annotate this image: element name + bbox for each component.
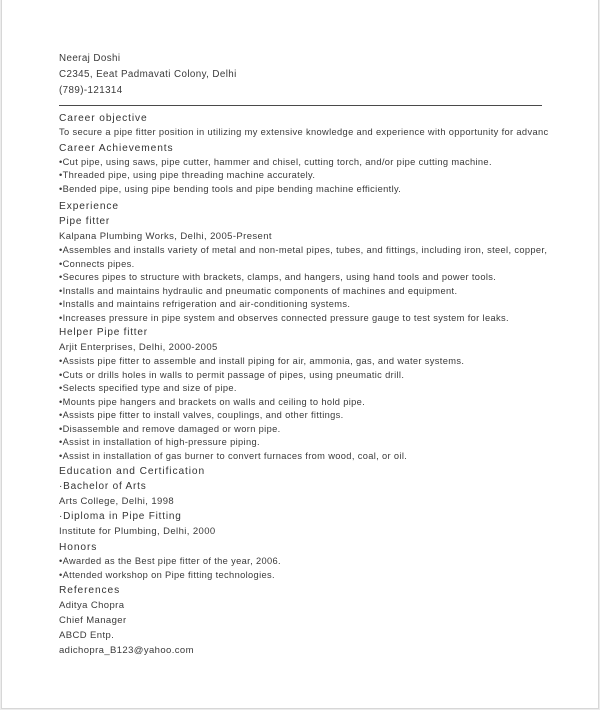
- job-duty-item: •Secures pipes to structure with brackets, clamps, and hangers, using hand tools and power tools.: [59, 272, 497, 282]
- job-title: Helper Pipe fitter: [59, 327, 148, 338]
- job-duty-item: •Installs and maintains refrigeration and air-conditioning systems.: [59, 299, 351, 309]
- job-duty-item: •Mounts pipe hangers and brackets on walls and ceiling to hold pipe.: [59, 396, 366, 407]
- job-duty-item: •Assists pipe fitter to assemble and install piping for air, ammonia, gas, and water systems.: [59, 356, 465, 366]
- resume-content: [59, 51, 599, 658]
- reference-email: adichopra_B123@yahoo.com: [59, 645, 194, 656]
- career-achievements-heading: Career Achievements: [59, 142, 174, 154]
- honor-item: •Attended workshop on Pipe fitting technologies.: [59, 569, 275, 580]
- achievement-item: •Threaded pipe, using pipe threading machine accurately.: [59, 170, 316, 180]
- job-duty-item: •Installs and maintains hydraulic and pneumatic components of machines and equipment.: [59, 285, 458, 296]
- education-heading: Education and Certification: [59, 466, 206, 477]
- job-duty-item: •Assist in installation of gas burner to convert furnaces from wood, coal, or oil.: [59, 450, 408, 461]
- resume-page: [1, 0, 599, 709]
- job-duty-item: •Increases pressure in pipe system and observes connected pressure gauge to test system for leaks.: [59, 312, 509, 323]
- job-duty-item: •Connects pipes.: [59, 258, 135, 269]
- education-degree: ·Diploma in Pipe Fitting: [59, 511, 182, 522]
- honor-item: •Awarded as the Best pipe fitter of the year, 2006.: [59, 556, 281, 566]
- experience-heading: Experience: [59, 201, 119, 212]
- education-institution: Arts College, Delhi, 1998: [59, 496, 175, 507]
- achievement-item: •Bended pipe, using pipe bending tools and pipe bending machine efficiently.: [59, 183, 402, 194]
- references-heading: References: [59, 585, 121, 596]
- reference-line: Chief Manager: [59, 615, 127, 626]
- education-institution: Institute for Plumbing, Delhi, 2000: [59, 526, 216, 537]
- contact-name: Neeraj Doshi: [59, 53, 121, 64]
- job-duty-item: •Cuts or drills holes in walls to permit passage of pipes, using pneumatic drill.: [59, 369, 405, 380]
- career-objective-text: To secure a pipe fitter position in utilizing my extensive knowledge and experience with opportunity for advanc: [59, 127, 549, 137]
- job-title: Pipe fitter: [59, 216, 111, 227]
- career-objective-heading: Career objective: [59, 113, 148, 124]
- divider-line: [59, 105, 542, 106]
- education-degree: ·Bachelor of Arts: [59, 481, 147, 492]
- honors-heading: Honors: [59, 542, 98, 553]
- contact-block: [59, 51, 599, 99]
- contact-phone: (789)-121314: [59, 85, 123, 96]
- job-company: Arjit Enterprises, Delhi, 2000-2005: [59, 342, 218, 353]
- job-duty-item: •Assembles and installs variety of metal and non-metal pipes, tubes, and fittings, including iron, steel, copper,: [59, 245, 548, 255]
- job-company: Kalpana Plumbing Works, Delhi, 2005-Present: [59, 231, 272, 242]
- achievement-item: •Cut pipe, using saws, pipe cutter, hammer and chisel, cutting torch, and/or pipe cutting machine.: [59, 156, 492, 167]
- reference-line: ABCD Entp.: [59, 630, 115, 641]
- job-duty-item: •Disassemble and remove damaged or worn pipe.: [59, 423, 281, 434]
- contact-address: C2345, Eeat Padmavati Colony, Delhi: [59, 69, 237, 80]
- job-duty-item: •Assist in installation of high-pressure piping.: [59, 437, 260, 447]
- job-duty-item: •Assists pipe fitter to install valves, couplings, and other fittings.: [59, 410, 344, 420]
- reference-line: Aditya Chopra: [59, 600, 125, 611]
- job-duty-item: •Selects specified type and size of pipe.: [59, 383, 237, 393]
